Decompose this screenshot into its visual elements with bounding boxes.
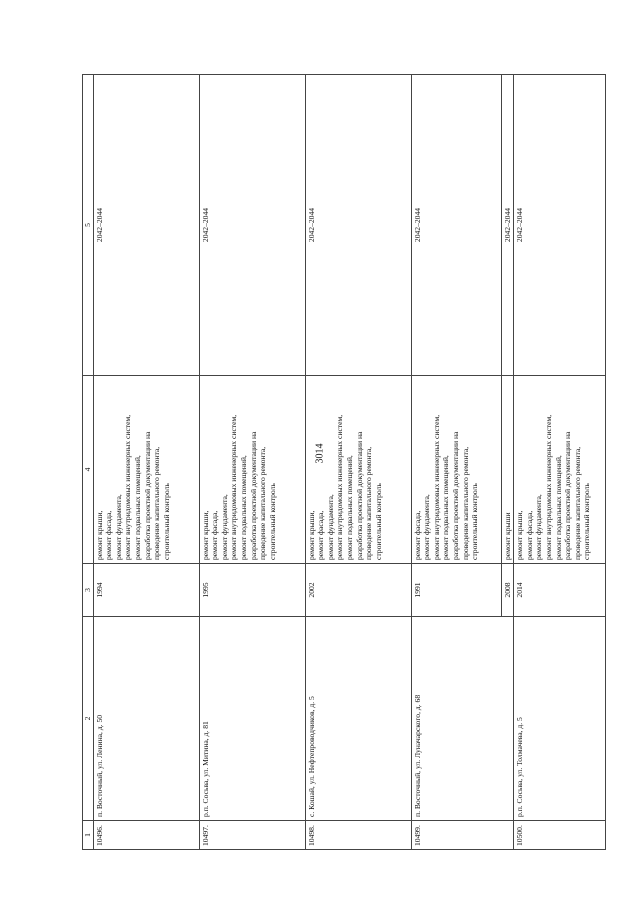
- work-line: ремонт внутридомовых инженерных систем,: [123, 414, 133, 560]
- row-year-extra: 2008: [501, 564, 514, 617]
- work-line: ремонт подвальных помещений,: [238, 455, 248, 560]
- work-line: разработка проектной документации на: [142, 431, 152, 560]
- work-line: ремонт фундамента,: [534, 494, 544, 560]
- table-row: [199, 75, 305, 850]
- col-header-3: 3: [83, 564, 94, 617]
- row-period: 2042–2044: [199, 75, 305, 376]
- col-header-4: 4: [83, 376, 94, 564]
- work-line: ремонт фасада,: [316, 510, 326, 560]
- col-header-5: 5: [83, 75, 94, 376]
- work-line: строительный контроль: [267, 483, 277, 560]
- work-line: разработка проектной документации на: [563, 431, 573, 560]
- work-line: проведение капитального ремонта,: [152, 446, 162, 560]
- work-line: ремонт внутридомовых инженерных систем,: [335, 414, 345, 560]
- work-line: ремонт внутридомовых инженерных систем,: [543, 414, 553, 560]
- row-works: [305, 376, 411, 564]
- row-works: [514, 376, 606, 564]
- row-works: [93, 376, 199, 564]
- row-works: [199, 376, 305, 564]
- row-period-extra: 2042–2044: [501, 75, 514, 376]
- row-address: р.п. Сосьва, ул. Толмачева, д. 5: [514, 617, 606, 821]
- work-line: строительный контроль: [582, 483, 592, 560]
- col-header-2: 2: [83, 617, 94, 821]
- work-line: разработка проектной документации на: [248, 431, 258, 560]
- row-number: 10498.: [305, 821, 411, 850]
- repair-schedule-table: [82, 74, 606, 850]
- work-line: строительный контроль: [161, 483, 171, 560]
- work-line: проведение капитального ремонта,: [460, 446, 470, 560]
- table-header-row: [83, 75, 94, 850]
- row-number: 10500.: [514, 821, 606, 850]
- work-line: ремонт фасада,: [524, 510, 534, 560]
- row-address: р.п. Сосьва, ул. Митина, д. 81: [199, 617, 305, 821]
- work-line: ремонт фундамента,: [113, 494, 123, 560]
- work-line: ремонт фундамента,: [219, 494, 229, 560]
- work-line: ремонт подвальных помещений,: [441, 455, 451, 560]
- work-line: ремонт фундамента,: [325, 494, 335, 560]
- work-line: строительный контроль: [373, 483, 383, 560]
- row-works: [411, 376, 501, 564]
- work-line: ремонт подвальных помещений,: [553, 455, 563, 560]
- table-row: [411, 75, 501, 850]
- work-line: ремонт крыши,: [306, 510, 316, 560]
- row-period: 2042–2044: [411, 75, 501, 376]
- work-line: проведение капитального ремонта,: [572, 446, 582, 560]
- row-number: 10497.: [199, 821, 305, 850]
- row-works-extra: ремонт крыши: [501, 376, 514, 564]
- rotated-table-wrap: [82, 80, 602, 850]
- col-header-1: 1: [83, 821, 94, 850]
- row-year: 2002: [305, 564, 411, 617]
- work-line: ремонт крыши,: [515, 510, 525, 560]
- work-line: разработка проектной документации на: [354, 431, 364, 560]
- work-line: разработка проектной документации на: [450, 431, 460, 560]
- work-line: ремонт подвальных помещений,: [344, 455, 354, 560]
- row-address: п. Восточный, ул. Луначарского, д. 68: [411, 617, 514, 821]
- row-period: 2042–2044: [93, 75, 199, 376]
- row-year: 1995: [199, 564, 305, 617]
- page-number: 3014: [314, 443, 326, 464]
- work-line: ремонт фасада,: [104, 510, 114, 560]
- row-number: 10499.: [411, 821, 514, 850]
- work-line: ремонт крыши,: [94, 510, 104, 560]
- work-line: проведение капитального ремонта,: [258, 446, 268, 560]
- table-row: [305, 75, 411, 850]
- work-line: строительный контроль: [470, 483, 480, 560]
- work-line: ремонт внутридомовых инженерных систем,: [229, 414, 239, 560]
- work-line: ремонт крыши,: [200, 510, 210, 560]
- row-address: п. Восточный, ул. Ленина, д. 50: [93, 617, 199, 821]
- work-line: проведение капитального ремонта,: [364, 446, 374, 560]
- work-line: ремонт подвальных помещений,: [132, 455, 142, 560]
- row-period: 2042–2044: [514, 75, 606, 376]
- work-line: ремонт фундамента,: [422, 494, 432, 560]
- row-year: 2014: [514, 564, 606, 617]
- table-row: [514, 75, 606, 850]
- work-line: ремонт фасада,: [210, 510, 220, 560]
- table-row: [93, 75, 199, 850]
- row-year: 1994: [93, 564, 199, 617]
- row-year: 1991: [411, 564, 501, 617]
- work-line: ремонт фасада,: [412, 510, 422, 560]
- work-line: ремонт внутридомовых инженерных систем,: [431, 414, 441, 560]
- row-number: 10496.: [93, 821, 199, 850]
- row-address: с. Кошай, ул. Нефтепроводчиков, д. 5: [305, 617, 411, 821]
- row-period: 2042–2044: [305, 75, 411, 376]
